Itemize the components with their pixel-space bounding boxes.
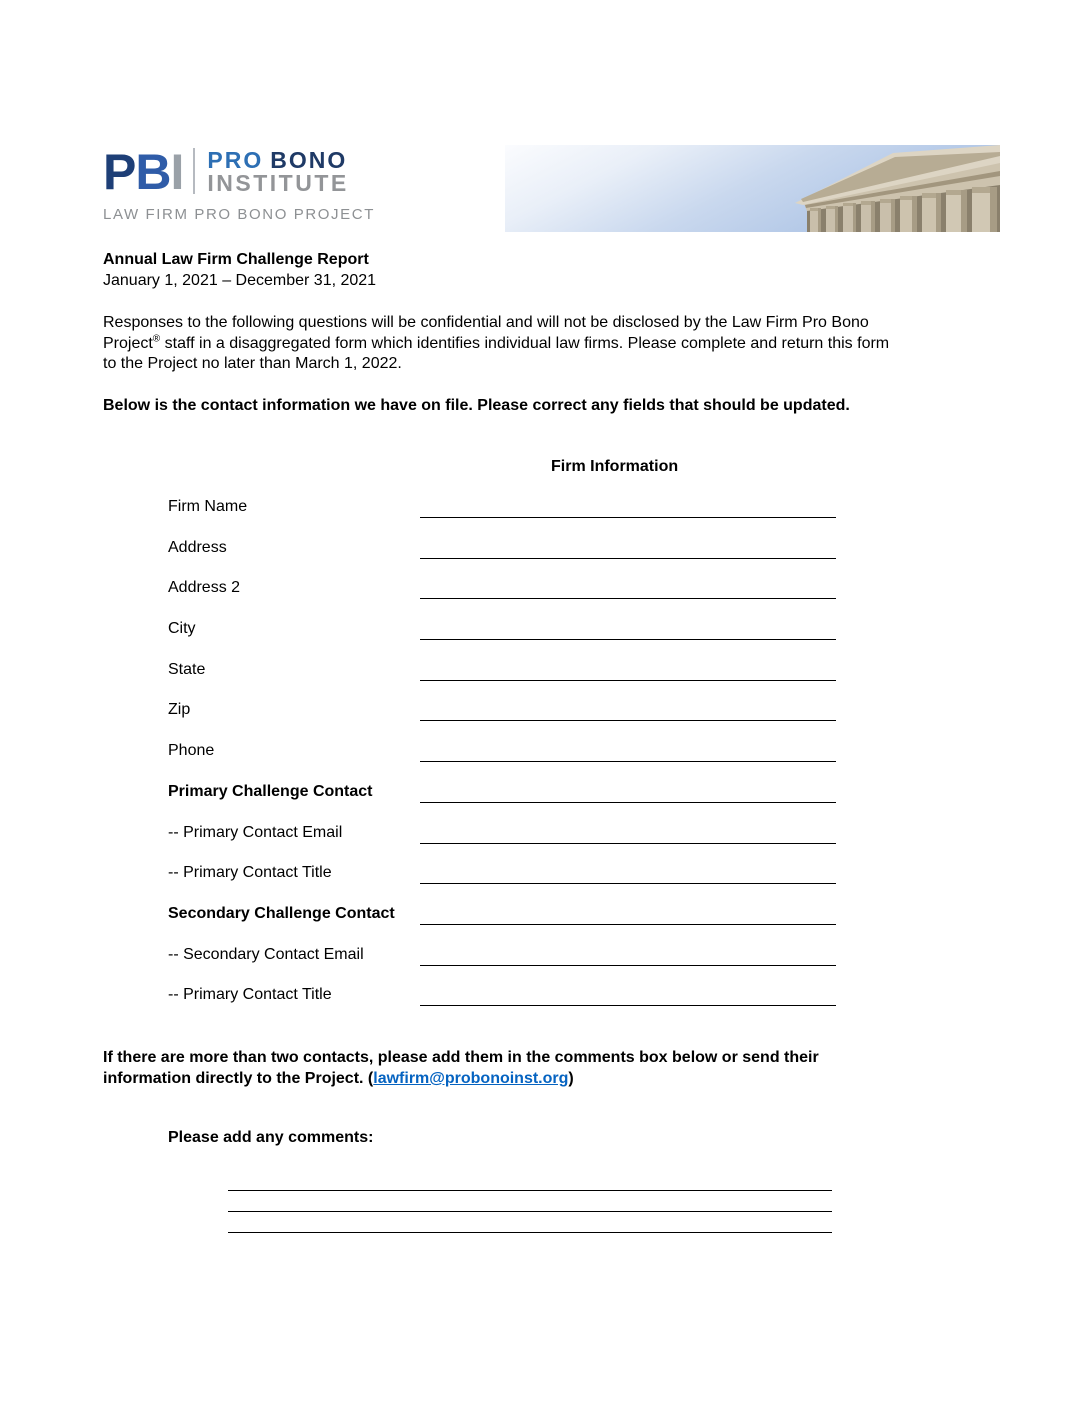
field-label: -- Primary Contact Title xyxy=(168,864,332,882)
field-input-line[interactable] xyxy=(420,761,836,762)
form-row xyxy=(168,984,836,1025)
report-title: Annual Law Firm Challenge Report xyxy=(103,251,369,268)
field-input-line[interactable] xyxy=(420,720,836,721)
intro-line-1: Responses to the following questions will be confidential and will not be disclosed by the Law Firm Pro Bono xyxy=(103,314,869,331)
pbi-letter-p: P xyxy=(103,144,136,200)
pbi-letter-b: B xyxy=(135,144,171,200)
logo-wordmark-line1 xyxy=(207,148,348,172)
courthouse-photo-graphic xyxy=(505,145,1000,232)
logo-bono: BONO xyxy=(270,147,348,173)
field-label: Secondary Challenge Contact xyxy=(168,904,395,922)
more-contacts-note xyxy=(103,1047,933,1089)
firm-information-form xyxy=(168,496,836,1025)
form-row xyxy=(168,699,836,740)
field-input-line[interactable] xyxy=(420,680,836,681)
comment-input-line[interactable] xyxy=(228,1190,832,1211)
form-row xyxy=(168,822,836,863)
field-label: -- Primary Contact Title xyxy=(168,986,332,1004)
intro-line-3: to the Project no later than March 1, 2022. xyxy=(103,355,402,372)
more-contacts-line-2 xyxy=(103,1068,933,1089)
field-label: Zip xyxy=(168,701,191,719)
logo-divider xyxy=(193,148,195,194)
field-label: City xyxy=(168,620,196,638)
update-note: Below is the contact information we have on file. Please correct any fields that should be updated. xyxy=(103,397,850,414)
form-row xyxy=(168,903,836,944)
field-input-line[interactable] xyxy=(420,517,836,518)
form-row xyxy=(168,618,836,659)
logo-institute: INSTITUTE xyxy=(207,170,349,196)
form-row xyxy=(168,496,836,537)
registered-mark: ® xyxy=(152,333,161,345)
intro-line-2 xyxy=(103,334,889,355)
pbi-monogram xyxy=(103,144,184,200)
firm-information-heading: Firm Information xyxy=(551,458,679,475)
logo-wordmark xyxy=(207,148,348,194)
field-input-line[interactable] xyxy=(420,639,836,640)
field-label: Phone xyxy=(168,742,215,760)
field-label: Primary Challenge Contact xyxy=(168,782,373,800)
field-input-line[interactable] xyxy=(420,843,836,844)
title-block xyxy=(103,249,376,291)
intro-paragraph xyxy=(103,313,889,375)
intro-line-2-post: staff in a disaggregated form which identifies individual law firms. Please complete and return this form xyxy=(160,334,890,352)
form-row xyxy=(168,781,836,822)
form-row xyxy=(168,740,836,781)
logo-tagline: LAW FIRM PRO BONO PROJECT xyxy=(103,206,375,223)
field-input-line[interactable] xyxy=(420,558,836,559)
intro-line-2-pre: Project xyxy=(103,334,153,352)
field-input-line[interactable] xyxy=(420,883,836,884)
courthouse-photo xyxy=(505,145,1000,232)
field-label: Address xyxy=(168,538,227,556)
field-input-line[interactable] xyxy=(420,1005,836,1006)
form-row xyxy=(168,537,836,578)
comment-input-line[interactable] xyxy=(228,1211,832,1232)
field-label: -- Secondary Contact Email xyxy=(168,945,364,963)
form-row xyxy=(168,862,836,903)
field-input-line[interactable] xyxy=(420,598,836,599)
field-label: -- Primary Contact Email xyxy=(168,823,343,841)
comments-box[interactable] xyxy=(228,1190,832,1253)
form-row xyxy=(168,577,836,618)
field-input-line[interactable] xyxy=(420,924,836,925)
field-label: Firm Name xyxy=(168,498,248,515)
more-contacts-line-2-pre: information directly to the Project. ( xyxy=(103,1070,374,1087)
comment-input-line[interactable] xyxy=(228,1232,832,1253)
field-input-line[interactable] xyxy=(420,802,836,803)
field-label: State xyxy=(168,660,206,678)
email-link[interactable] xyxy=(373,1070,568,1087)
form-row xyxy=(168,944,836,985)
more-contacts-line-1: If there are more than two contacts, please add them in the comments box below or send their xyxy=(103,1049,819,1066)
more-contacts-line-2-post: ) xyxy=(568,1070,574,1087)
form-row xyxy=(168,659,836,700)
field-input-line[interactable] xyxy=(420,965,836,966)
pbi-logo-row xyxy=(103,144,375,200)
logo-pro: PRO xyxy=(207,147,264,173)
pbi-logo xyxy=(103,144,375,223)
comments-label: Please add any comments: xyxy=(168,1129,374,1146)
email-link-text: lawfirm@probonoinst.org xyxy=(373,1070,569,1087)
report-period: January 1, 2021 – December 31, 2021 xyxy=(103,272,377,289)
pbi-letter-i: I xyxy=(170,144,184,200)
field-label: Address 2 xyxy=(168,579,241,597)
